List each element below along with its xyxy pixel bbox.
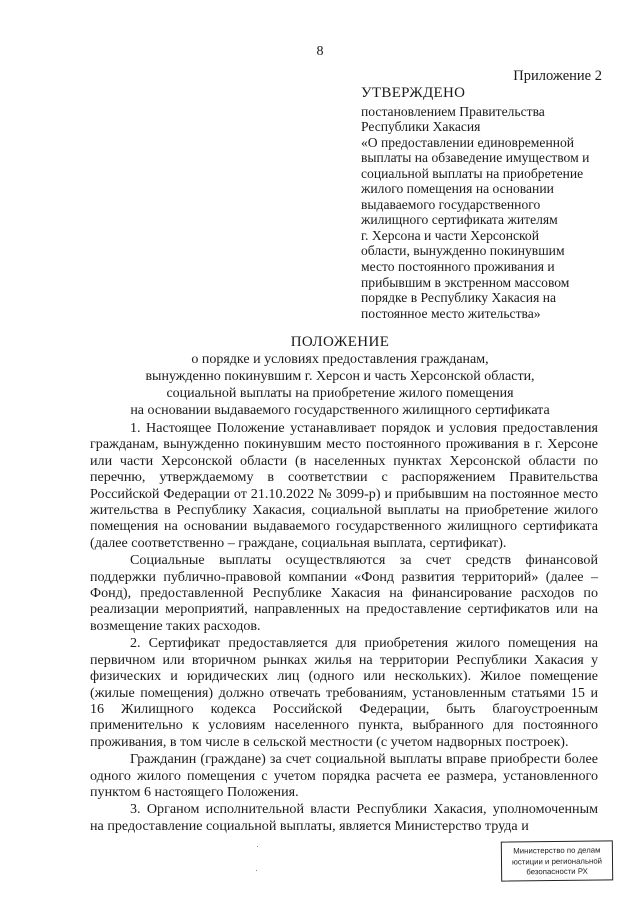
registration-stamp	[501, 840, 613, 881]
document-subtitle-line: вынужденно покинувшим г. Херсон и часть Херсонской области,	[145, 369, 535, 384]
approval-block	[361, 86, 611, 321]
body-paragraph: 3. Органом исполнительной власти Республики Хакасия, уполномоченным на предоставление социальной выплаты, является Министерство труда и	[90, 801, 598, 834]
approval-heading: УТВЕРЖДЕНО	[361, 85, 466, 101]
scan-speck	[257, 846, 258, 847]
approval-line: постоянное место жительства»	[361, 305, 541, 321]
approval-line: место постоянного проживания и	[361, 259, 555, 275]
body-paragraph: Гражданин (граждане) за счет социальной выплаты вправе приобрести более одного жилого помещения с учетом порядка расчета ее размера, установленного пунктом 6 настоящего Положения.	[90, 751, 598, 800]
scan-speck	[256, 870, 257, 871]
approval-line: г. Херсона и части Херсонской	[361, 227, 539, 243]
document-subtitle-line: на основании выдаваемого государственного жилищного сертификата	[130, 403, 550, 418]
body-paragraph: Социальные выплаты осуществляются за счет средств финансовой поддержки публично-правовой компании «Фонд развития территорий» (далее – Фонд), предоставленной Республике Хакасия на финансирование расходов по реализации мероприятий, направленных на предоставление сертификатов или на возмещение таких расходов.	[90, 552, 598, 634]
approval-line: порядке в Республику Хакасия на	[361, 290, 557, 306]
appendix-label: Приложение 2	[513, 68, 602, 84]
approval-line: области, вынужденно покинувшим	[361, 243, 565, 259]
document-title-block	[0, 333, 640, 419]
approval-line: жилищного сертификата жителям	[361, 212, 558, 228]
approval-line: постановлением Правительства	[361, 103, 545, 119]
approval-line: Республики Хакасия	[361, 119, 481, 135]
stamp-line: безопасности РХ	[526, 866, 588, 877]
approval-line: социальной выплаты на приобретение	[361, 165, 584, 181]
document-subtitle-line: социальной выплаты на приобретение жилого помещения	[166, 386, 514, 401]
document-body	[90, 420, 598, 834]
approval-line: «О предоставлении единовременной	[361, 134, 575, 150]
approval-line: выплаты на обзаведение имуществом и	[361, 150, 590, 166]
page-number: 8	[316, 44, 324, 59]
approval-line: прибывшим в экстренном массовом	[361, 274, 570, 290]
approval-line: выдаваемого государственного	[361, 196, 541, 212]
document-subtitle-line: о порядке и условиях предоставления гражданам,	[191, 352, 489, 367]
body-paragraph: 1. Настоящее Положение устанавливает порядок и условия предоставления гражданам, вынужденно покинувшим место постоянного проживания в г. Херсоне или части Херсонской области (в населенных пунктах Херсонской области по перечню, утверждаемому в соответствии с распоряжением Правительства Российской Федерации от 21.10.2022 № 3099-р) и прибывшим на постоянное место жительства в Республику Хакасия, социальной выплаты на приобретение жилого помещения на основании выдаваемого государственного жилищного сертификата (далее соответственно – граждане, социальная выплата, сертификат).	[90, 420, 598, 551]
document-title: ПОЛОЖЕНИЕ	[290, 334, 390, 350]
stamp-line: Министерство по делам	[513, 845, 601, 856]
approval-line: жилого помещения на основании	[361, 181, 554, 197]
body-paragraph: 2. Сертификат предоставляется для приобретения жилого помещения на первичном или вторичном рынках жилья на территории Республики Хакасия у физических и юридических лиц (одного или нескольких). Жилое помещение (жилые помещения) должно отвечать требованиям, установленным статьями 15 и 16 Жилищного кодекса Российской Федерации, быть благоустроенным применительно к условиям населенного пункта, выбранного для постоянного проживания, в том числе в сельской местности (с учетом надворных построек).	[90, 635, 598, 750]
stamp-line: юстиции и региональной	[511, 856, 603, 866]
